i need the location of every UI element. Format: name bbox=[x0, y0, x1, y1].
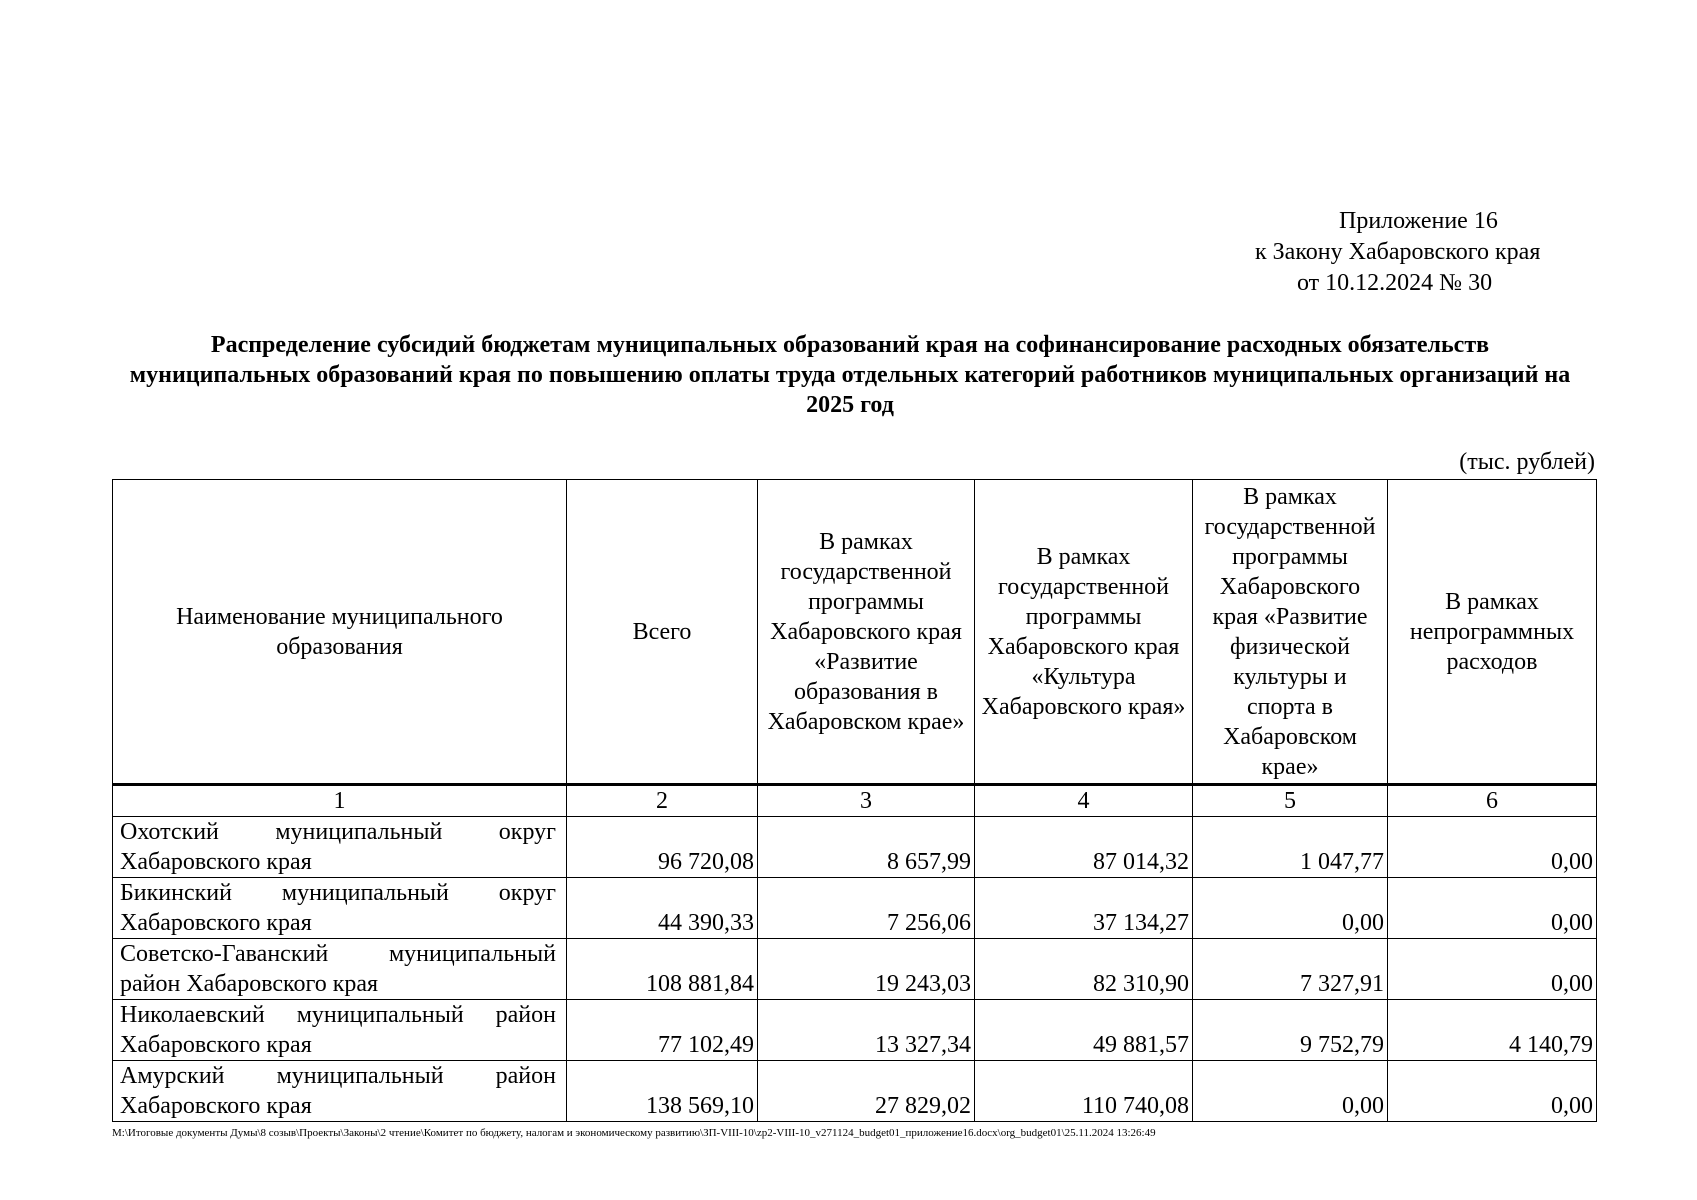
units-label: (тыс. рублей) bbox=[1459, 449, 1595, 475]
culture-value: 110 740,08 bbox=[975, 1061, 1193, 1122]
sport-value: 9 752,79 bbox=[1193, 1000, 1388, 1061]
nonprogram-value: 0,00 bbox=[1388, 817, 1597, 878]
municipality-name: Бикинский муниципальный округ Хабаровского края bbox=[113, 878, 567, 939]
municipality-name: Охотский муниципальный округ Хабаровского края bbox=[113, 817, 567, 878]
column-number: 1 bbox=[113, 785, 567, 817]
nonprogram-value: 0,00 bbox=[1388, 939, 1597, 1000]
table-row bbox=[113, 878, 1597, 939]
education-value: 13 327,34 bbox=[758, 1000, 975, 1061]
culture-value: 87 014,32 bbox=[975, 817, 1193, 878]
nonprogram-value: 4 140,79 bbox=[1388, 1000, 1597, 1061]
attachment-reference bbox=[1255, 206, 1595, 299]
column-number-row bbox=[113, 785, 1597, 817]
sport-value: 0,00 bbox=[1193, 878, 1388, 939]
table-row bbox=[113, 939, 1597, 1000]
sport-value: 7 327,91 bbox=[1193, 939, 1388, 1000]
education-value: 8 657,99 bbox=[758, 817, 975, 878]
attachment-law: к Закону Хабаровского края bbox=[1255, 239, 1541, 265]
sport-value: 0,00 bbox=[1193, 1061, 1388, 1122]
header-sport-program: В рамках государственной программы Хабаровского края «Развитие физической культуры и спорта в Хабаровском крае» bbox=[1193, 480, 1388, 785]
attachment-number: Приложение 16 bbox=[1339, 208, 1498, 234]
municipality-name: Амурский муниципальный район Хабаровского края bbox=[113, 1061, 567, 1122]
column-number: 3 bbox=[758, 785, 975, 817]
subsidy-table bbox=[112, 479, 1597, 1122]
education-value: 7 256,06 bbox=[758, 878, 975, 939]
header-culture-program: В рамках государственной программы Хабаровского края «Культура Хабаровского края» bbox=[975, 480, 1193, 785]
nonprogram-value: 0,00 bbox=[1388, 878, 1597, 939]
culture-value: 37 134,27 bbox=[975, 878, 1193, 939]
total-value: 108 881,84 bbox=[567, 939, 758, 1000]
header-education-program: В рамках государственной программы Хабаровского края «Развитие образования в Хабаровском крае» bbox=[758, 480, 975, 785]
nonprogram-value: 0,00 bbox=[1388, 1061, 1597, 1122]
total-value: 96 720,08 bbox=[567, 817, 758, 878]
file-path-footer: М:\Итоговые документы Думы\8 созыв\Проекты\Законы\2 чтение\Комитет по бюджету, налогам и экономическому развитию\ЗП-VIII-10\zp2-VIII-10_v271124_budget01_приложение16.docx\org_budget01\25.11.2024 13:26:49 bbox=[112, 1127, 1156, 1139]
sport-value: 1 047,77 bbox=[1193, 817, 1388, 878]
document-title: Распределение субсидий бюджетам муниципальных образований края на софинансирование расходных обязательств муниципальных образований края по повышению оплаты труда отдельных категорий работников муниципальных организаций на 2025 год bbox=[129, 332, 1571, 418]
header-total: Всего bbox=[567, 480, 758, 785]
column-number: 4 bbox=[975, 785, 1193, 817]
table-row bbox=[113, 817, 1597, 878]
education-value: 27 829,02 bbox=[758, 1061, 975, 1122]
column-number: 2 bbox=[567, 785, 758, 817]
municipality-name: Советско-Гаванский муниципальный район Хабаровского края bbox=[113, 939, 567, 1000]
education-value: 19 243,03 bbox=[758, 939, 975, 1000]
header-nonprogram: В рамках непрограммных расходов bbox=[1388, 480, 1597, 785]
culture-value: 82 310,90 bbox=[975, 939, 1193, 1000]
attachment-date: от 10.12.2024 № 30 bbox=[1297, 270, 1493, 296]
column-number: 6 bbox=[1388, 785, 1597, 817]
table-row bbox=[113, 1061, 1597, 1122]
total-value: 77 102,49 bbox=[567, 1000, 758, 1061]
total-value: 44 390,33 bbox=[567, 878, 758, 939]
header-municipality: Наименование муниципального образования bbox=[113, 480, 567, 785]
table-row bbox=[113, 1000, 1597, 1061]
column-number: 5 bbox=[1193, 785, 1388, 817]
total-value: 138 569,10 bbox=[567, 1061, 758, 1122]
table-header-row bbox=[113, 480, 1597, 785]
culture-value: 49 881,57 bbox=[975, 1000, 1193, 1061]
municipality-name: Николаевский муниципальный район Хабаровского края bbox=[113, 1000, 567, 1061]
